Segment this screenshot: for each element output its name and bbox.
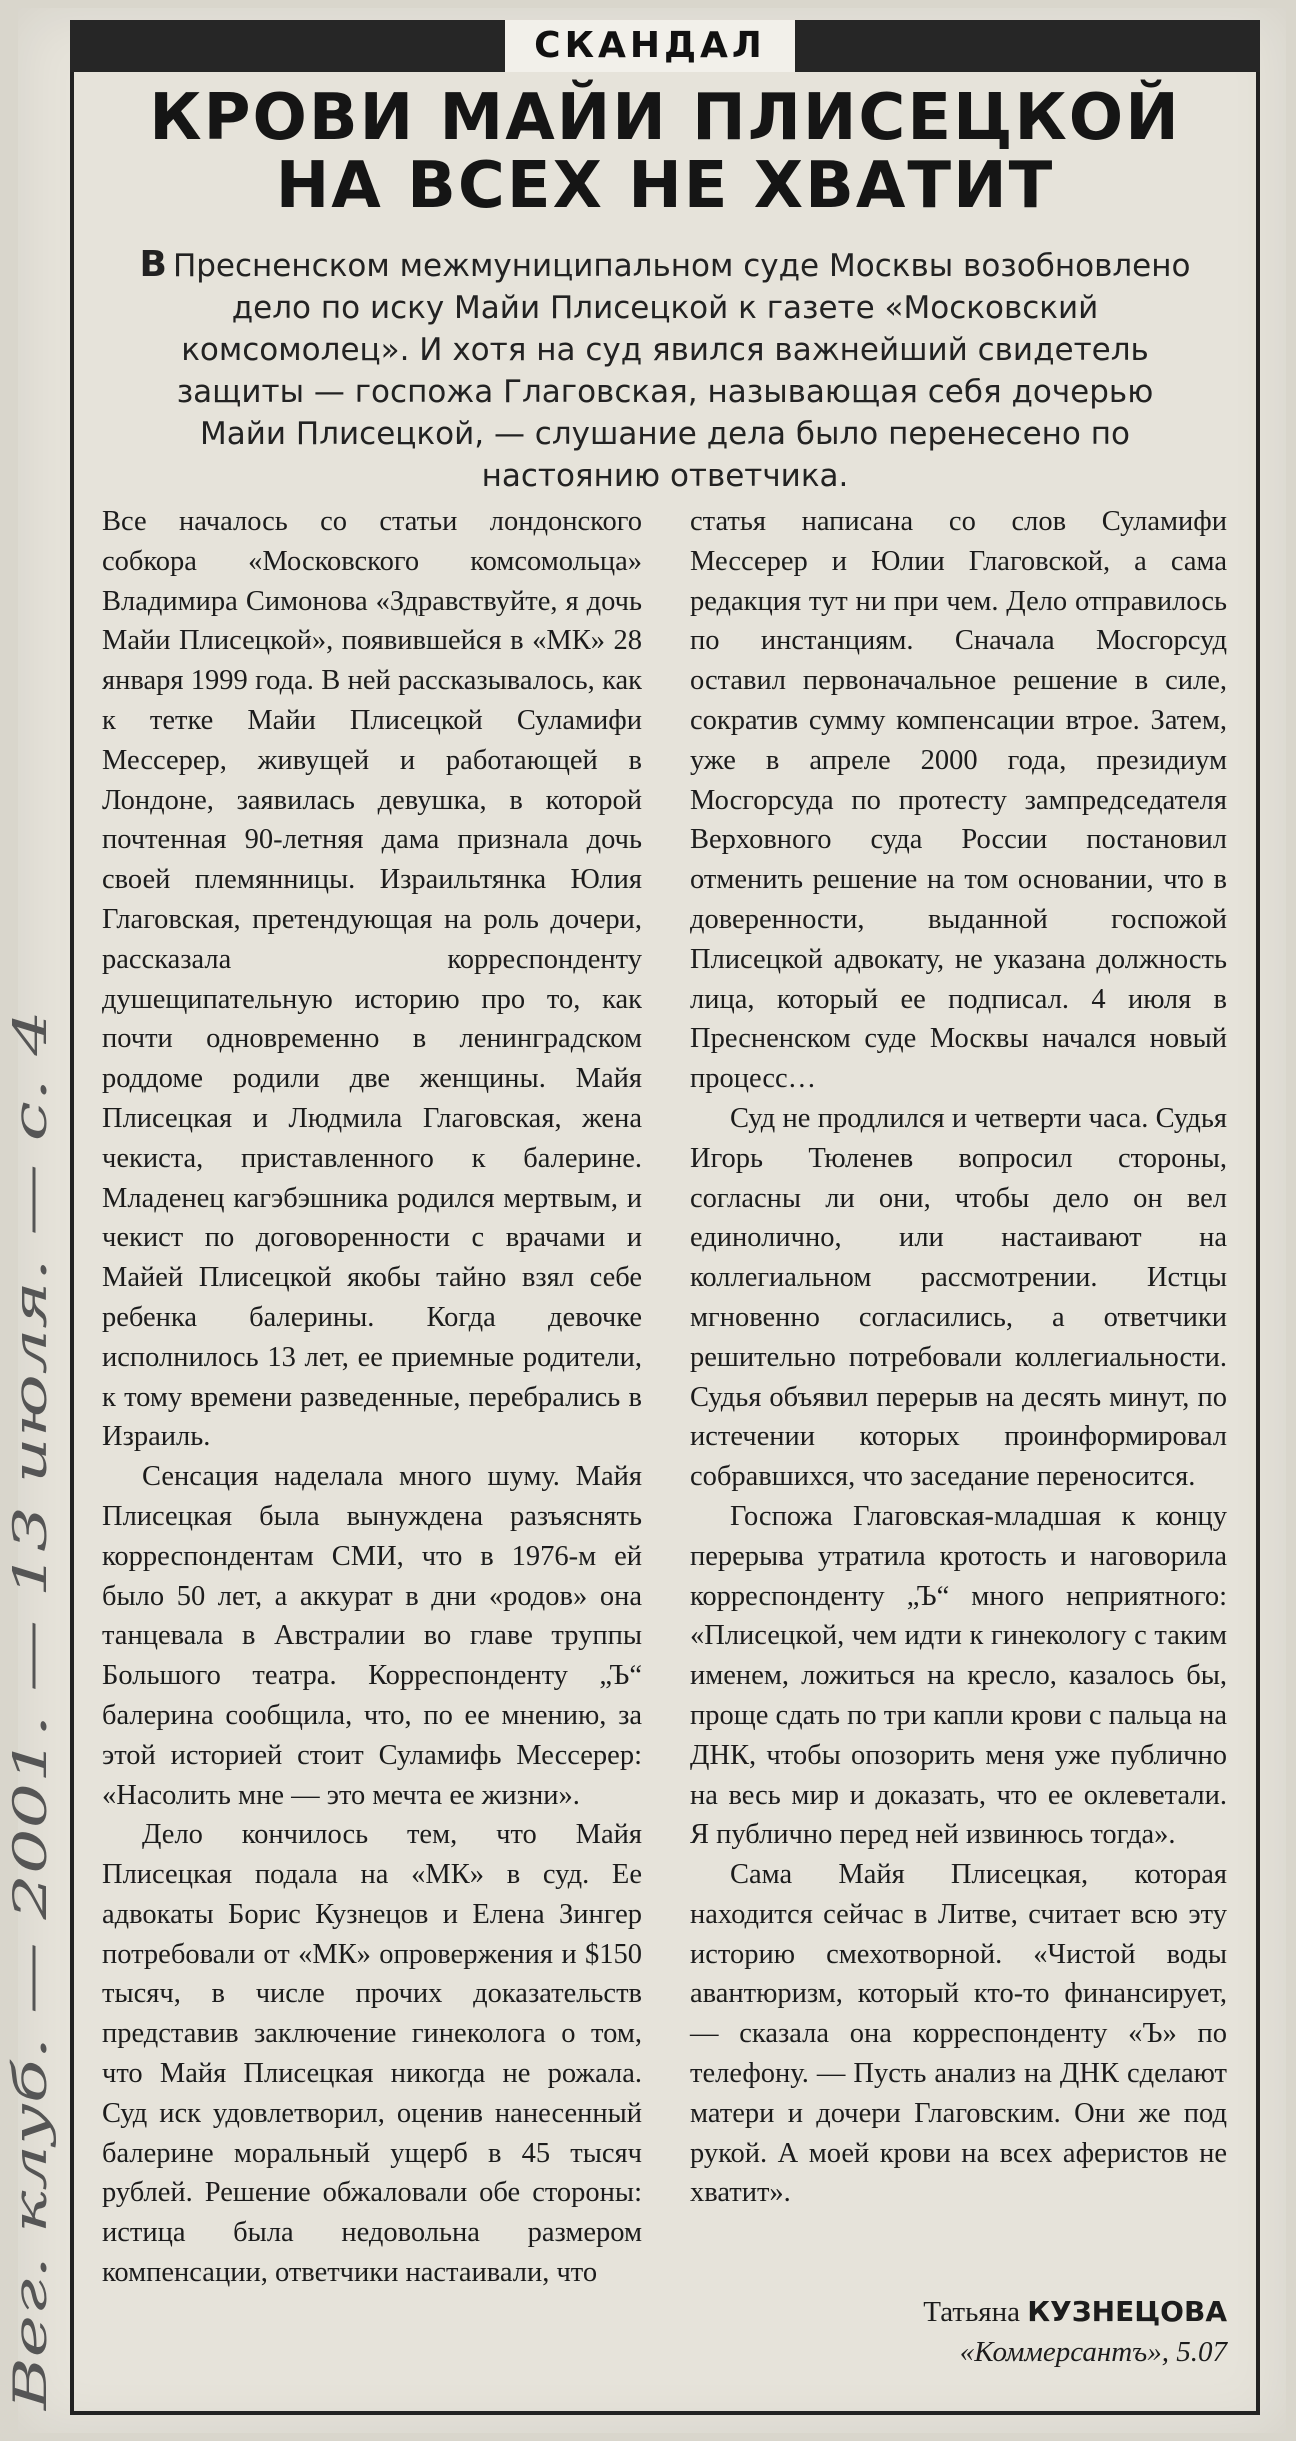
paragraph-right-3: Госпожа Глаговская-младшая к концу перерыва утратила кротость и наговорила корреспонденту „Ъ“ много неприятного: «Плисецкой, чем идти к гинекологу с таким именем, ложиться на кресло, казалось бы, проще сдать по три капли крови с пальца на ДНК, чтобы опозорить меня уже публично на весь мир и доказать, что ее оклеветали. Я публично перед ней извинюсь тогда». bbox=[690, 1500, 1227, 1851]
paragraph-left-2: Сенсация наделала много шуму. Майя Плисецкая была вынуждена разъяснять корреспондентам СМИ, что в 1976-м ей было 50 лет, а аккурат в дни «родов» она танцевала в Австралии во главе труппы Большого театра. Корреспонденту „Ъ“ балерина сообщила, что, по ее мнению, за этой историей стоит Суламифь Мессерер: «Насолить мне — это мечта ее жизни». bbox=[102, 1461, 642, 1811]
source-line: «Коммерсантъ», 5.07 bbox=[959, 2336, 1227, 2368]
lead-initial: В bbox=[139, 244, 167, 285]
paragraph-right-4: Сама Майя Плисецкая, которая находится сейчас в Литве, считает всю эту историю смехотворной. «Чистой воды авантюризм, который кто-то финансирует, — сказала она корреспонденту «Ъ» по телефону. — Пусть анализ на ДНК сделают матери и дочери Глаговским. Они же под рукой. А моей крови на всех аферистов не хватит». bbox=[690, 1859, 1227, 2209]
article-column-left bbox=[102, 502, 642, 2293]
article-column-right bbox=[690, 502, 1227, 2213]
paragraph-right-1: статья написана со слов Суламифи Мессерер и Юлии Глаговской, а сама редакция тут ни при чем. Дело отправилось по инстанциям. Сначала Мосгорсуд оставил первоначальное решение в силе, сократив сумму компенсации втрое. Затем, уже в апреле 2000 года, президиум Мосгорсуда по протесту зампредседателя Верховного суда России постановил отменить решение на том основании, что в доверенности, выданной госпожой Плисецкой адвокату, не указана должность лица, который ее подписал. 4 июля в Пресненском суде Москвы начался новый процесс… bbox=[690, 506, 1227, 1095]
handwritten-note-text: Вег. клуб. — 2001. — 13 июля. — с. 4 bbox=[3, 1511, 57, 2410]
paragraph-left-3: Дело кончилось тем, что Майя Плисецкая подала на «МК» в суд. Ее адвокаты Борис Кузнецов и Елена Зингер потребовали от «МК» опровержения и $150 тысяч, в числе прочих доказательств представив заключение гинеколога о том, что Майя Плисецкая никогда не рожала. Суд иск удовлетворил, оценив нанесенный балерине моральный ущерб в 45 тысяч рублей. Решение обжаловали обе стороны: истица была недовольна размером компенсации, ответчики настаивали, что bbox=[102, 1819, 642, 2289]
article-signature bbox=[690, 2292, 1227, 2372]
headline-line-1: КРОВИ МАЙИ ПЛИСЕЦКОЙ bbox=[149, 81, 1181, 155]
article-headline bbox=[80, 81, 1250, 223]
lead-text: Пресненском межмуниципальном суде Москвы возобновлено дело по иску Майи Плисецкой к газете «Московский комсомолец». И хотя на суд явился важнейший свидетель защиты — госпожа Глаговская, называющая себя дочерью Майи Плисецкой, — слушание дела было перенесено по настоянию ответчика. bbox=[172, 248, 1191, 494]
article-lead bbox=[130, 244, 1200, 497]
handwritten-note bbox=[2, 1000, 62, 2420]
author-surname: КУЗНЕЦОВА bbox=[1027, 2295, 1227, 2328]
paragraph-left-1: Все началось со статьи лондонского собкора «Московского комсомольца» Владимира Симонова «Здравствуйте, я дочь Майи Плисецкой», появившейся в «МК» 28 января 1999 года. В ней рассказывалось, как к тетке Майи Плисецкой Суламифи Мессерер, живущей и работающей в Лондоне, заявилась девушка, в которой почтенная 90-летняя дама признала дочь своей племянницы. Израильтянка Юлия Глаговская, претендующая на роль дочери, рассказала корреспонденту душещипательную историю про то, как почти одновременно в ленинградском роддоме родили две женщины. Майя Плисецкая и Людмила Глаговская, жена чекиста, приставленного к балерине. Младенец кагэбэшника родился мертвым, и чекист по договоренности с врачами и Майей Плисецкой якобы тайно взял себе ребенка балерины. Когда девочке исполнилось 13 лет, ее приемные родители, к тому времени разведенные, перебрались в Израиль. bbox=[102, 506, 642, 1453]
paragraph-right-2: Суд не продлился и четверти часа. Судья Игорь Тюленев вопросил стороны, согласны ли они, чтобы дело он вел единолично, или настаивают на коллегиальном рассмотрении. Истцы мгновенно согласились, а ответчики решительно потребовали коллегиальности. Судья объявил перерыв на десять минут, по истечении которых проинформировал собравшихся, что заседание переносится. bbox=[690, 1102, 1227, 1493]
author-first-name: Татьяна bbox=[923, 2296, 1021, 2328]
rubric-label: СКАНДАЛ bbox=[505, 20, 795, 72]
headline-line-2: НА ВСЕХ НЕ ХВАТИТ bbox=[275, 149, 1055, 223]
author-line bbox=[690, 2292, 1227, 2332]
